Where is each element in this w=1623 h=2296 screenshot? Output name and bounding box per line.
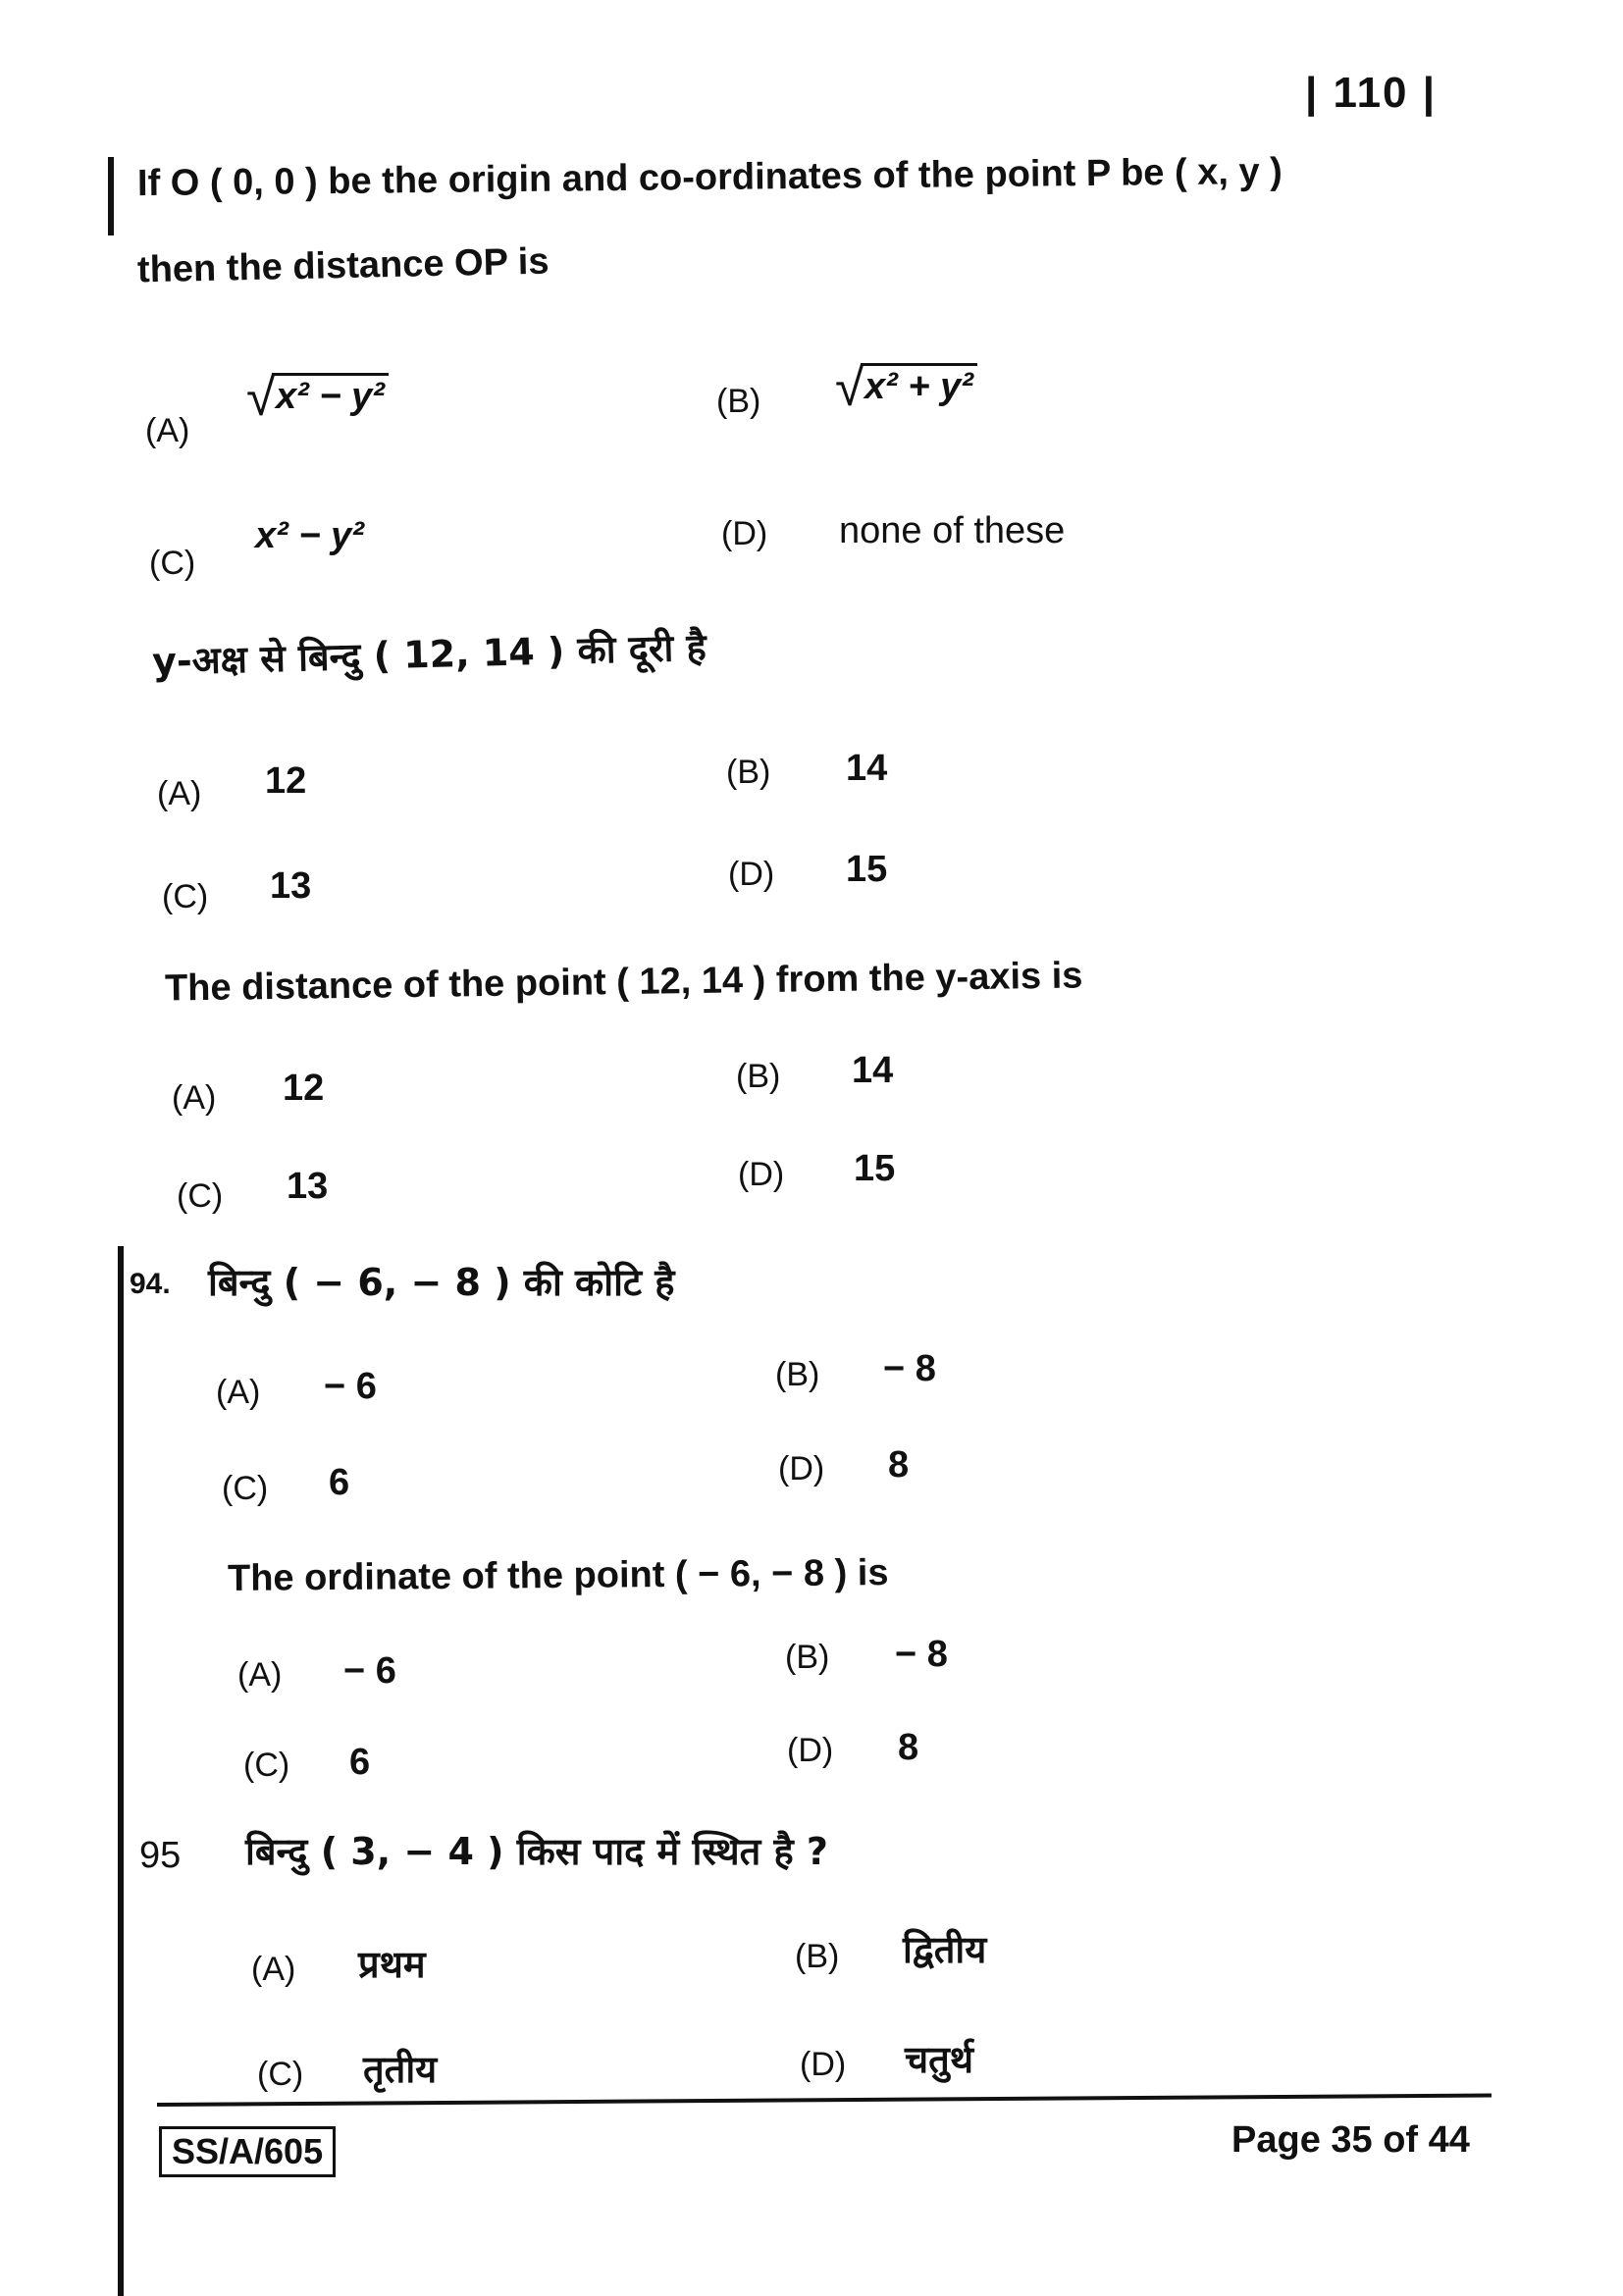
paper-code: SS/A/605 — [159, 2126, 336, 2177]
square-root-icon: √ x² + y² — [839, 363, 977, 408]
option-value[interactable]: 6 — [349, 1742, 371, 1783]
option-value[interactable]: − 8 — [895, 1634, 948, 1675]
option-label: (B) — [726, 754, 771, 791]
question-text: The ordinate of the point ( − 6, − 8 ) is — [227, 1552, 889, 1599]
option-label: (B) — [716, 383, 761, 420]
option-value[interactable]: 13 — [270, 865, 312, 907]
option-label: (B) — [785, 1639, 830, 1676]
page-indicator: Page 35 of 44 — [1231, 2119, 1470, 2161]
square-root-icon: √ x² − y² — [250, 373, 389, 418]
option-value[interactable]: − 6 — [324, 1366, 377, 1407]
option-value[interactable]: चतुर्थ — [905, 2038, 974, 2081]
option-label: (D) — [800, 2046, 847, 2083]
question-number: 94. — [130, 1268, 171, 1300]
option-label: (C) — [222, 1470, 269, 1507]
footer-divider — [157, 2094, 1492, 2107]
option-value[interactable]: 15 — [854, 1148, 896, 1189]
question-text: बिन्दु ( − 6, − 8 ) की कोटि है — [208, 1261, 675, 1304]
option-label: (D) — [738, 1156, 785, 1193]
option-label: (A) — [172, 1079, 217, 1117]
option-label: (A) — [157, 775, 202, 812]
option-label: (B) — [775, 1356, 820, 1393]
option-label: (D) — [721, 515, 768, 552]
option-label: (D) — [778, 1450, 825, 1487]
option-value[interactable] — [839, 363, 977, 408]
option-label: (A) — [216, 1374, 261, 1411]
option-label: (B) — [795, 1938, 840, 1975]
option-label: (A) — [251, 1951, 296, 1988]
option-label: (D) — [728, 856, 775, 893]
option-value[interactable]: − 8 — [883, 1348, 936, 1389]
option-value[interactable]: x² − y² — [255, 515, 364, 556]
option-label: (A) — [237, 1656, 283, 1694]
option-value[interactable] — [250, 373, 389, 418]
option-value[interactable]: प्रथम — [358, 1943, 426, 1986]
option-value[interactable]: 8 — [888, 1444, 910, 1486]
option-value[interactable]: 6 — [329, 1462, 350, 1503]
option-value[interactable]: 12 — [283, 1068, 325, 1109]
option-label: (C) — [162, 878, 209, 915]
question-number: 95 — [139, 1835, 182, 1876]
option-label: (C) — [149, 545, 196, 582]
option-label: (A) — [145, 412, 190, 449]
option-value[interactable]: none of these — [839, 510, 1066, 551]
question-text: then the distance OP is — [136, 240, 550, 291]
option-value[interactable]: 15 — [846, 849, 888, 890]
option-label: (C) — [177, 1177, 224, 1215]
margin-bar — [108, 157, 114, 235]
option-value[interactable]: तृतीय — [363, 2048, 438, 2091]
option-label: (B) — [736, 1058, 781, 1095]
margin-bar — [118, 1246, 124, 2296]
option-label: (C) — [257, 2056, 304, 2093]
option-value[interactable]: 14 — [846, 748, 888, 789]
option-value[interactable]: 12 — [265, 760, 307, 802]
question-text: If O ( 0, 0 ) be the origin and co-ordinates of the point P be ( x, y ) — [136, 150, 1283, 205]
option-label: (D) — [787, 1732, 834, 1769]
question-text: बिन्दु ( 3, − 4 ) किस पाद में स्थित है ? — [245, 1830, 828, 1873]
option-label: (C) — [243, 1747, 290, 1784]
option-value[interactable]: 14 — [852, 1050, 894, 1091]
option-value[interactable]: द्वितीय — [903, 1928, 987, 1971]
option-value[interactable]: 13 — [287, 1166, 329, 1207]
option-value[interactable]: 8 — [898, 1727, 919, 1768]
option-value[interactable]: − 6 — [343, 1650, 396, 1692]
page-marker: | 110 | — [1305, 69, 1438, 117]
question-text: y-अक्ष से बिन्दु ( 12, 14 ) की दूरी है — [151, 625, 707, 684]
question-text: The distance of the point ( 12, 14 ) from the y-axis is — [164, 955, 1083, 1010]
